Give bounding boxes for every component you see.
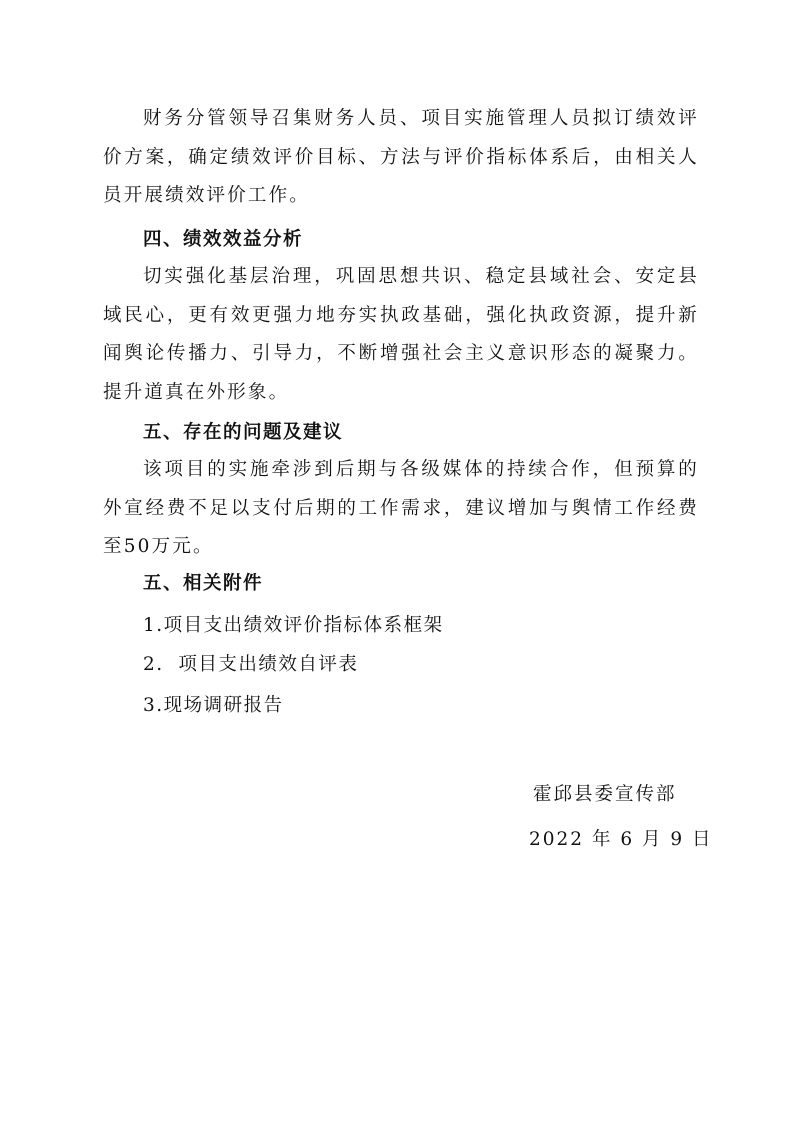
heading-performance-analysis: 四、绩效效益分析 <box>143 229 304 250</box>
heading-problems-suggestions: 五、存在的问题及建议 <box>143 422 344 443</box>
heading-attachments: 五、相关附件 <box>143 573 264 594</box>
paragraph-evaluation-process: 财务分管领导召集财务人员、项目实施管理人员拟订绩效评价方案，确定绩效评价目标、方法与评价指标体系后，由相关人员开展绩效评价工作。 <box>103 108 699 206</box>
paragraph-problems-suggestions: 该项目的实施牵涉到后期与各级媒体的持续合作，但预算的外宣经费不足以支付后期的工作需求，建议增加与舆情工作经费至50万元。 <box>103 459 699 557</box>
signature-organization: 霍邱县委宣传部 <box>533 784 677 805</box>
attachment-item-3: 3.现场调研报告 <box>143 695 284 716</box>
attachment-item-2: 2. 项目支出绩效自评表 <box>143 654 359 675</box>
signature-date: 2022 年 6 月 9 日 <box>529 829 713 850</box>
paragraph-performance-analysis: 切实强化基层治理，巩固思想共识、稳定县域社会、安定县域民心，更有效更强力地夯实执政基础，强化执政资源，提升新闻舆论传播力、引导力，不断增强社会主义意识形态的凝聚力。提升道真在外形象。 <box>103 266 699 403</box>
attachment-item-1: 1.项目支出绩效评价指标体系框架 <box>143 615 444 636</box>
